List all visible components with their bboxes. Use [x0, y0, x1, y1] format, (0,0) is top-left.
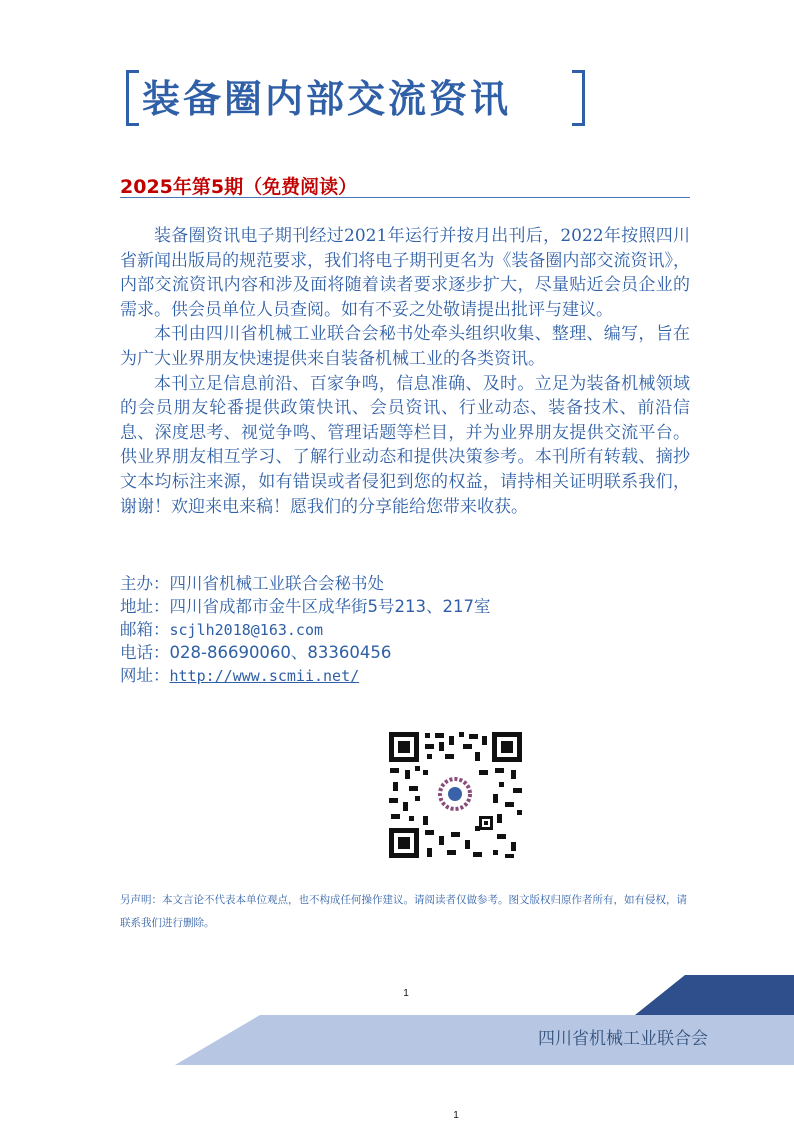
website-link[interactable]: http://www.scmii.net/: [169, 667, 360, 685]
page-number-inner: 1: [403, 988, 409, 999]
masthead-left-bracket: [126, 70, 139, 126]
email-address: scjlh2018@163.com: [169, 621, 324, 639]
organizer-line: 主办：四川省机械工业联合会秘书处: [120, 574, 384, 593]
intro-text: [120, 224, 690, 519]
issue-divider: [120, 197, 690, 198]
masthead-right-bracket: [572, 70, 585, 126]
issue-label: 2025年第5期（免费阅读）: [120, 176, 358, 198]
website-line: [120, 664, 491, 687]
page-number-outer: 1: [453, 1110, 459, 1121]
footer-org-name: 四川省机械工业联合会: [538, 1029, 708, 1049]
email-line: [120, 618, 491, 641]
website-label: 网址：: [120, 666, 170, 685]
email-label: 邮箱：: [120, 620, 170, 639]
masthead-title: 装备圈内部交流资讯: [142, 77, 512, 121]
address-line: 地址：四川省成都市金牛区成华街5号213、217室: [120, 597, 491, 616]
intro-paragraph: 本刊由四川省机械工业联合会秘书处牵头组织收集、整理、编写，旨在为广大业界朋友快速提供来自装备机械工业的各类资讯。: [120, 324, 690, 369]
disclaimer-text: 另声明：本文言论不代表本单位观点，也不构成任何操作建议。请阅读者仅做参考。图文版权归原作者所有，如有侵权，请联系我们进行删除。: [120, 894, 687, 929]
footer-decoration: [0, 975, 794, 1070]
intro-paragraph: 装备圈资讯电子期刊经过2021年运行并按月出刊后，2022年按照四川省新闻出版局的规范要求，我们将电子期刊更名为《装备圈内部交流资讯》，内部交流资讯内容和涉及面将随着读者要求逐步扩大，尽量贴近会员企业的需求。供会员单位人员查阅。如有不妥之处敬请提出批评与建议。: [120, 226, 690, 320]
contact-block: [120, 572, 491, 687]
intro-paragraph: 本刊立足信息前沿、百家争鸣，信息准确、及时。立足为装备机械领域的会员朋友轮番提供政策快讯、会员资讯、行业动态、装备技术、前沿信息、深度思考、视觉争鸣、管理话题等栏目，并为业界朋友提供交流平台。供业界朋友相互学习、了解行业动态和提供决策参考。本刊所有转载、摘抄文本均标注来源，如有错误或者侵犯到您的权益，请持相关证明联系我们，谢谢！欢迎来电来稿！愿我们的分享能给您带来收获。: [120, 373, 690, 517]
qr-code-image: [387, 730, 524, 860]
phone-line: 电话：028-86690060、83360456: [120, 643, 392, 662]
